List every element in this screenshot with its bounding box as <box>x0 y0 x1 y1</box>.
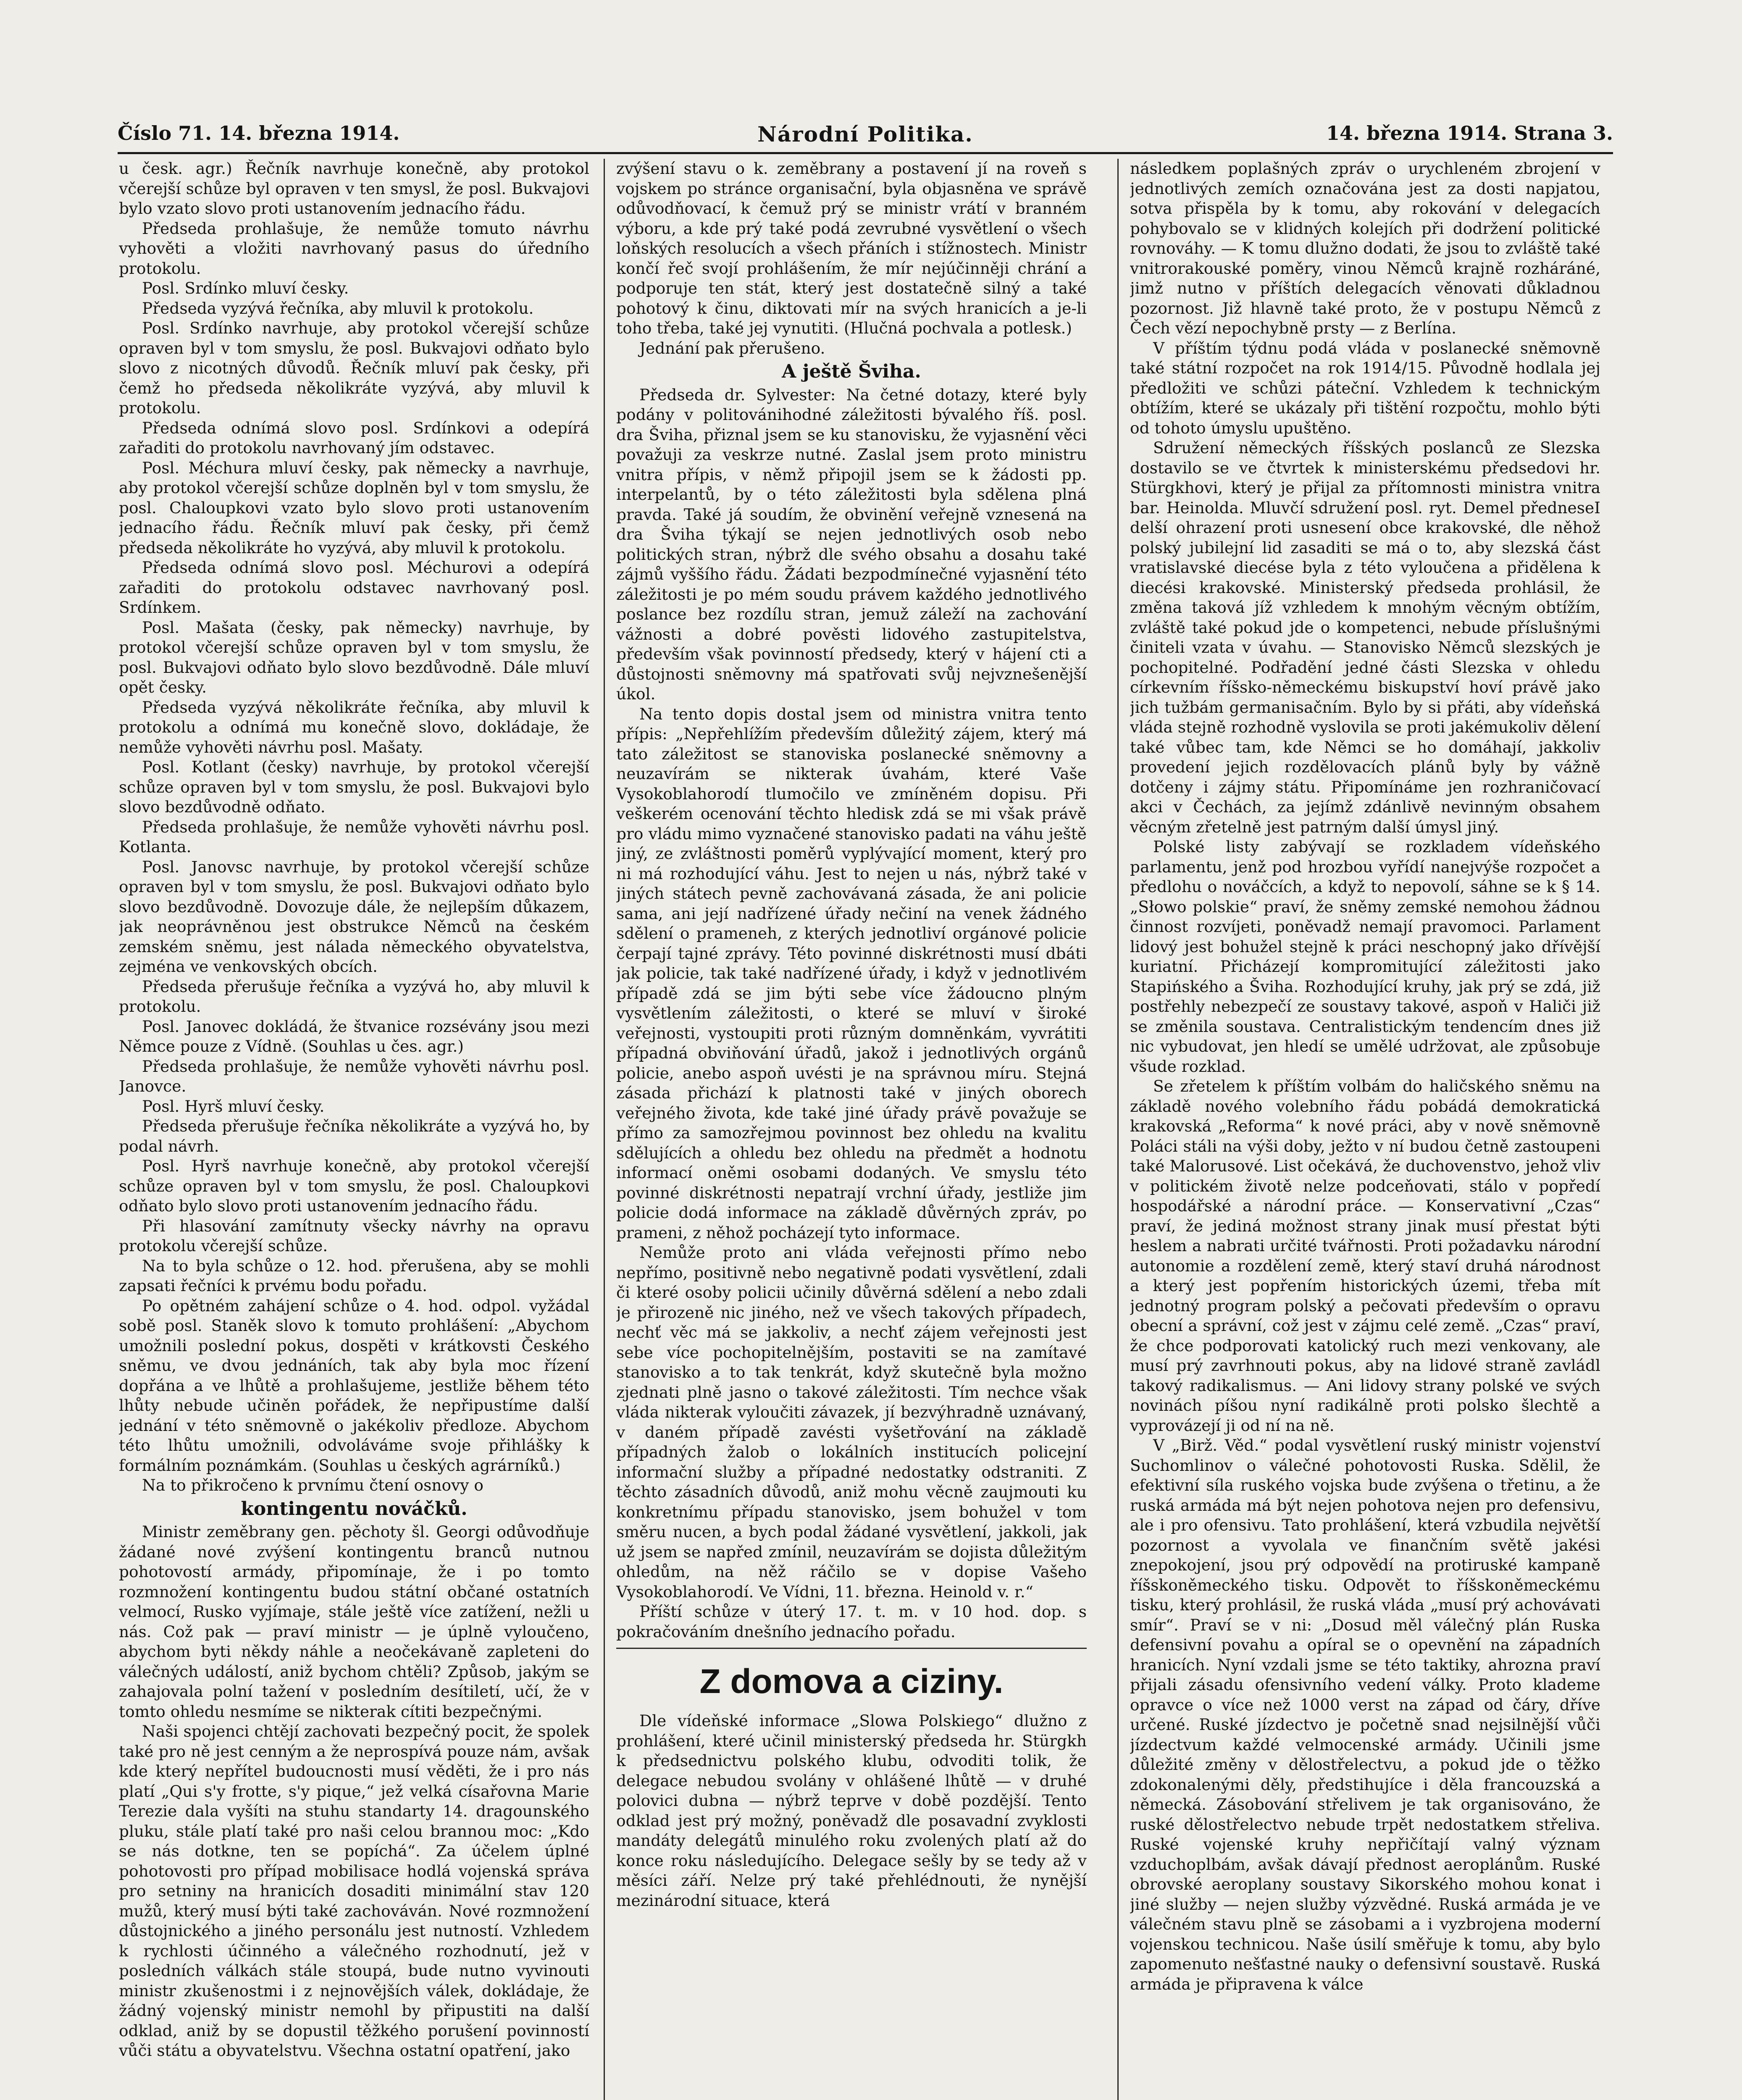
paragraph: Předseda přerušuje řečníka a vyzývá ho, aby mluvil k protokolu. <box>119 977 589 1016</box>
paragraph: Předseda prohlašuje, že nemůže vyhověti návrhu posl. Janovce. <box>119 1057 589 1095</box>
paragraph: Předseda prohlašuje, že nemůže vyhověti návrhu posl. Kotlanta. <box>119 817 589 856</box>
paragraph: Při hlasování zamítnuty všecky návrhy na opravu protokolu včerejší schůze. <box>119 1216 589 1255</box>
paragraph: Předseda odnímá slovo posl. Srdínkovi a odepírá zařaditi do protokolu navrhovaný jím odstavec. <box>119 418 589 457</box>
column-2 <box>616 159 1087 2100</box>
paragraph: Posl. Hyrš mluví česky. <box>142 1097 325 1116</box>
paragraph: Předseda dr. Sylvester: Na četné dotazy, které byly podány v politovánihodné záležitosti bývalého říš. posl. dra Šviha, přiznal jsem se ku stanovisku, že vyjasnění věci považuji za veskrze nutné. Zaslal jsem proto ministru vnitra přípis, v němž připojil jsem se k žádosti pp. interpelantů, by o této záležitosti byla sdělena plná pravda. Také já soudím, že obvinění veřejně vznesená na dra Šviha týkají se nejen jednotlivých osob nebo politických stran, nýbrž dle svého obsahu a dosahu také zájmů vyššího řádu. Žádati bezpodmínečné vyjasnění této záležitosti je po mém soudu právem každého jednotlivého poslance bez rozdílu stran, jemuž záleží na zachování vážnosti a dobré pověsti lidového zastupitelstva, především však povinností předsedy, který v hájení cti a důstojnosti sněmovny má spatřovati svůj nejvznešenější úkol. <box>616 385 1087 703</box>
paragraph: Naši spojenci chtějí zachovati bezpečný pocit, že spolek také pro ně jest cenným a že neprospívá pouze nám, avšak kde který nepřítel budoucnosti musí věděti, že i pro nás platí „Qui s'y frotte, s'y pique,“ jež velká císařovna Marie Terezie dala vyšíti na stuhu standarty 14. dragounského pluku, stále platí také pro naši celou brannou moc: „Kdo se nás dotkne, ten se popíchá“. Za účelem úplné pohotovosti pro případ mobilisace hodlá vojenská správa pro setniny na hranicích dosaditi minimální stav 120 mužů, který musí býti také zachováván. Nové rozmnožení důstojnického a jiného personálu jest nutností. Vzhledem k rychlosti účinného a válečného rozhodnutí, jež v posledních válkách stále stoupá, bude nutno vyvinouti ministr zkušenostmi i z nejnovějších válek, dokládaje, že žádný vojenský ministr nemohl by připustiti na další odklad, aniž by se dopustil těžkého porušení povinností vůči státu a obyvatelstvu. Všechna ostatní opatření, jako <box>119 1722 589 2060</box>
paragraph: Předseda prohlašuje, že nemůže tomuto návrhu vyhověti a vložiti navrhovaný pasus do úředního protokolu. <box>119 219 589 278</box>
paragraph: u česk. agr.) Řečník navrhuje konečně, aby protokol včerejší schůze byl opraven v ten smysl, že posl. Bukvajovi bylo vzato slovo proti ustanovením jednacího řádu. <box>119 159 589 218</box>
paragraph: V „Birž. Věd.“ podal vysvětlení ruský ministr vojenství Suchomlinov o válečné pohotovosti Ruska. Sdělil, že efektivní síla ruského vojska bude zvýšena o třetinu, a že ruská armáda má být nejen pohotova nejen pro defensivu, ale i pro ofensivu. Tato prohlášení, která vzbudila největší pozornost a vyvolala ve finančním světě jakési znepokojení, jsou prý odpovědí na protiruské kampaně říšskoněmeckého tisku. Odpovět to říšskoněmeckému tisku, který prohlásil, že ruská vláda „musí prý achovávati smír“. Praví se v ni: „Dosud měl válečný plán Ruska defensivní povahu a opíral se o opevnění na západních hranicích. Nyní vzdali jsme se této taktiky, ahrozna praví přijali zásadu ofensivního vedení války. Proto klademe opravce o více než 1000 verst na západ od čáry, dříve určené. Ruské jízdectvo je početně snad nejsilnější vůči jízdectvum každé velmocenské armády. Učinili jsme důležité změny v dělostřelectvu, a pokud jde o těžko zdokonalenými děly, předstihujíce i děla francouzská a německá. Zásobování střelivem je tak organisováno, že ruské dělostřelectvo nebude trpět nedostatkem střeliva. Ruské vojenské kruhy nepřičítají valný význam vzduchoplbám, avšak dávají přednost aeroplánům. Ruské obrovské aeroplany soustavy Sikorského mohou konat i jiné služby — nejen služby výzvědné. Ruská armáda je ve válečném stavu plně se zásobami a i vyzbrojena moderní vojenskou technicou. Naše úsilí směřuje k tomu, aby bylo zapomenuto nešťastné nauky o defensivní soustavě. Ruská armáda je připravena k válce <box>1130 1436 1600 1993</box>
column-2-paragraphs-after <box>616 385 1087 1642</box>
section-heading-z-domova: Z domova a ciziny. <box>699 1662 1004 1701</box>
paragraph: Na to byla schůze o 12. hod. přerušena, aby se mohli zapsati řečníci k prvému bodu pořadu. <box>119 1256 589 1295</box>
section-heading-kontingent: kontingentu nováčků. <box>241 1498 468 1520</box>
column-1-paragraphs <box>119 159 589 1496</box>
column-2-paragraphs <box>616 159 1087 358</box>
paragraph: Nemůže proto ani vláda veřejnosti přímo nebo nepřímo, positivně nebo negativně podati vysvětlení, zdali či které osoby policii učinily důvěrná sdělení a nebo zdali je přirozeně nic jiného, než ve všech takových případech, nechť věc má se jakkoliv, a nechť zájem veřejnosti jest sebe více pochopitelnějším, postaviti se na zamítavé stanovisko a to tak tenkrát, když skutečně byla možno zjednati plně jasno o takové záležitosti. Tím nechce však vláda nikterak vyloučiti závazek, jí bezvýhradně uznávaný, v daném případě zavésti vyšetřování na základě případných žalob o lokálních institucích policejní informační služby a případné nedostatky odstraniti. Z těchto zásadních důvodů, aniž mohu věcně zaujmouti ku konkretnímu případu stanovisko, jsem bohužel v tom směru nucen, a bych podal žádané vysvětlení, jakkoli, jak už jsem se napřed zmínil, neuzavírám se dojista důležitým ohledům, na něž ráčilo se v dopise Vašeho Vysokoblahorodí. Ve Vídni, 11. března. Heinold v. r.“ <box>616 1243 1087 1601</box>
paragraph: Polské listy zabývají se rozkladem vídeňského parlamentu, jenž pod hrozbou vyřídí nanejvýše rozpočet a předlohu o nováčcích, a když to nepovolí, sáhne se k § 14. „Słowo polskie“ praví, že sněmy zemské nemohou žádnou činnost rozvíjeti, poněvadž nemají pravomoci. Parlament lidový jest bohužel stejně k práci neschopný jako dřívější kuriatní. Přicházejí kompromitující záležitosti jako Stapińského a Šviha. Rozhodující kruhy, jak prý se zdá, již postřehly nebezpečí ze soustavy takové, aspoň v Haliči již se změnila soustava. Centralistickým tendencím dnes již nic vybudovat, jen hledí se umělé udržovat, ale způsobuje všude rozklad. <box>1130 837 1600 1076</box>
paragraph: Posl. Janovec dokládá, že štvanice rozsévány jsou mezi Němce pouze z Vídně. (Souhlas u čes. agr.) <box>119 1017 589 1055</box>
column-3-paragraphs <box>1130 159 1600 1994</box>
paragraph: Posl. Méchura mluví česky, pak německy a navrhuje, aby protokol včerejší schůze doplněn byl v tom smyslu, že posl. Chaloupkovi vzato bylo slovo proti ustanovením jednacího řádu. Řečník mluví pak česky, při čemž předseda několikráte ho vyzývá, aby mluvil k protokolu. <box>119 458 589 557</box>
column-divider <box>604 159 605 2100</box>
paragraph: Sdružení německých říšských poslanců ze Slezska dostavilo se ve čtvrtek k ministerskému předsedovi hr. Stürgkhovi, který je přijal za přítomnosti ministra vnitra bar. Heinolda. Mluvčí sdružení posl. ryt. Demel předneseI delší ohrazení proti usnesení obce krakovské, dle něhož polský jubilejní lid zasaditi se má o to, aby slezská část vratislavské diecése byla z této vyloučena a přidělena k diecési krakovské. Ministerský předseda prohlásil, že změna taková jíž vzhledem k mnohým věcným obtížím, zvláště také pokud jde o kompetenci, nebude příslušnými činiteli vzata v úvahu. — Stanovisko Němců slezských je pochopitelné. Podřadění jedné části Slezska v ohledu církevním říšsko-německému biskupství hoví právě jako jich tužbám germanisačním. Bylo by si přáti, aby vídeňská vláda stejně rozhodně vyslovila se proti jakémukoliv dělení také vůbec tam, kde Němci se ho domáhají, jakkoliv provedení jejich rozdělovacích plánů byly by vážně dotčeny i zájmy státu. Připomínáme jen rozhraničovací akci v Čechách, za jejímž zdánlivě nevinným obsahem věcným zřetelně jest patrným další úmysl jiný. <box>1130 438 1600 836</box>
paragraph: Předseda odnímá slovo posl. Méchurovi a odepírá zařaditi do protokolu odstavec navrhovaný posl. Srdínkem. <box>119 558 589 617</box>
paragraph: Na tento dopis dostal jsem od ministra vnitra tento přípis: „Nepřehlížím především důležitý zájem, který má tato záležitost se stanoviska poslanecké sněmovny a neuzavírám se nikterak úvahám, které Vaše Vysokoblahorodí tlumočilo ve zmíněném dopisu. Při veškerém ocenování těchto hledisk zdá se mi však právě pro vládu mimo vyznačené stanovisko padati na váhu ještě jiný, ze zvláštnosti poměrů vyplývající moment, který pro ni má rozhodující váhu. Jest to nejen u nás, nýbrž také v jiných státech pevně zachovávaná zásada, že ani policie sama, ani její nadřízené úřady nečiní na venek žádného sdělení o prameneh, z kterých jednotliví orgánové policie čerpají tajné zprávy. Této povinné diskrétnosti musí dbáti jak policie, tak také nadřízené úřady, i když v jednotlivém případě zdá se jim býti sebe více žádoucno plným vysvětlením záležitosti, o které se mluví v široké veřejnosti, vystoupiti proti různým domněnkám, vyvrátiti případná obviňování úřadů, jakož i jednotlivých orgánů policie, anebo aspoň uvésti je na správnou míru. Stejná zásada přichází k platnosti také v jiných oborech veřejného života, kde také jiné úřady právě považuje se přímo za samozřejmou povinnost bez ohledu na kvalitu sdělujících a ohledu bez ohledu na předmět a hodnotu informací oněmi osobami dodaných. Ve smyslu této povinné diskrétnosti nepatrají vrchní úřady, jestliže jim policie dodá informace na základě důvěrných zpráv, po pramenі, z něhož pocházejí tyto informace. <box>616 704 1087 1242</box>
paragraph: Posl. Srdínko navrhuje, aby protokol včerejší schůze opraven byl v tom smyslu, že posl. Bukvajovi odňato bylo slovo z nicotných důvodů. Řečník mluví pak česky, při čemž ho předseda několikráte vyzývá, aby mluvil k protokolu. <box>119 319 589 417</box>
section-heading-sviha: A ještě Švihа. <box>782 361 921 382</box>
column-2-paragraphs-domov <box>616 1711 1087 1911</box>
header-page-number: 14. března 1914. Strana 3. <box>1326 122 1613 144</box>
paragraph: Předseda přerušuje řečníka několikráte a vyzývá ho, by podal návrh. <box>119 1117 589 1155</box>
paragraph: Posl. Janovsc navrhuje, by protokol včerejší schůze opraven byl v tom smyslu, že posl. Bukvajovi odňato bylo slovo bezdůvodně. Dovozuje dále, že nejlepším důkazem, jak neoprávněnou jest obstrukce Němců na českém zemském sněmu, jest nálada německého obyvatelstva, zejména ve venkovských obcích. <box>119 857 589 976</box>
paragraph: Posl. Srdínko mluví česky. <box>142 279 349 297</box>
column-3 <box>1130 159 1600 2100</box>
paragraph: V příštím týdnu podá vláda v poslanecké sněmovně také státní rozpočet na rok 1914/15. Původně hodlala jej předložiti ve schůzi páteční. Vzhledem k technickým obtížím, které se ukázaly při tištění rozpočtu, mohlo býti od tohoto úmyslu upuštěno. <box>1130 339 1600 437</box>
column-1-paragraphs-after <box>119 1522 589 2061</box>
masthead-title: Národní Politika. <box>757 122 973 147</box>
column-divider <box>1117 159 1119 2100</box>
paragraph: Po opětném zahájení schůze o 4. hod. odpol. vyžádal sobě posl. Staněk slovo k tomuto prohlášení: „Abychom umožnili poslední pokus, dospěti v krátkovsti Českého sněmu, ve dvou jednáních, tak aby byla moc řízení dopřána a ve lhůtě a prohlašujeme, jestliže během této lhůty nebude učiněn pořádek, že nepřipustíme další jednání v této sněmovně o jakékoliv předloze. Abychom této lhůtu umožnili, odvoláváme svoje přihlášky k formálním poznámkám. (Souhlas u českých agrárníků.) <box>119 1296 589 1475</box>
paragraph: Posl. Mašata (česky, pak německy) navrhuje, by protokol včerejší schůze opraven byl v tom smyslu, že posl. Bukvajovi odňato bylo slovo bezdůvodně. Dále mluví opět česky. <box>119 618 589 696</box>
column-1 <box>119 159 589 2100</box>
paragraph: Dle vídeňské informace „Slowa Polskiego“ dlužno z prohlášení, které učinil ministerský předseda hr. Stürgkh k předsednictvu polského klubu, odvoditi tolik, že delegace nebudou svolány v ohlášené lhůtě — v druhé polovici dubna — nýbrž teprve v době pozdější. Tento odklad jest prý možný, poněvadž dle posavadní zvyklosti mandáty delegátů minulého roku zvolených platí až do konce roku následujícího. Delegace sešly by se tedy až v měsíci září. Nelze prý také přehlédnouti, že nynější mezinárodní situace, která <box>616 1712 1087 1910</box>
header-issue-date: Číslo 71. 14. března 1914. <box>118 122 400 144</box>
paragraph: následkem poplašných zpráv o urychleném zbrojení v jednotlivých zemích označována jest za dosti napjatou, sotva přispěla by k tomu, aby rokování v delegacích pohybovalo se v klidných kolejích při dodržení politické rovnováhy. — K tomu dlužno dodati, že jsou to zvláště také vnitrorakouské poměry, vinou Němců krajně rozháráné, jimž nutno v příštích delegacích věnovati důkladnou pozornost. Již hlavně také proto, že v postupu Němců z Čech vězí nepochybně prsty — z Berlína. <box>1130 159 1600 337</box>
paragraph: Se zřetelem k příštím volbám do haličského sněmu na základě nového volebního řádu pobádá demokratická krakovská „Reforma“ k nové práci, aby v nově sněmovně Poláci stáli na výši doby, ježto v ní budou četně zastoupeni také Malorusové. List očekává, že duchovenstvo, jehož vliv v politickém životě nelze podceňovati, stálo v popředí hospodářské a národní práce. — Konservativní „Czas“ praví, že jediná možnost strany jinak musí přestat býti heslem a nabrati určité tvářnosti. Proti požadavku národní autonomie a rozdělení země, který staví druhá národnost a který jest popřením historických územi, třeba mít jednotný program polský a pečovati především o opravu obecní a správní, což jest v zájmu celé země. „Czas“ praví, že chce podporovati katolický ruch mezi venkovany, ale musí prý zavrhnouti pokus, aby na lidové straně zavládl takový radikalismus. — Ani lidovy strany polské ve svých novinách píšou nyní radikálně proti polsko šlechtě a vyprovázejí ji od ní na ně. <box>1130 1077 1600 1435</box>
page-header <box>118 122 1613 151</box>
paragraph: zvýšení stavu o k. zeměbrany a postavení jí na roveň s vojskem po stránce organisační, byla objasněna ve správě odůvodňovací, k čemuž prý se ministr vrátí v branném výboru, a kde prý také podá zevrubné vysvětlení o všech loňských resolucích a všech přáních i stížnostech. Ministr končí řeč svojí prohlášením, že mír nejúčinněji chrání a podporuje ten stát, který jest dostatečně silný a také pohotový k činu, diktovati mír na svých hranicích a je-li toho třeba, také jej vynutiti. (Hlučná pochvala a potlesk.) <box>616 159 1087 337</box>
paragraph: Příští schůze v úterý 17. t. m. v 10 hod. dop. s pokračováním dnešního jednacího pořadu. <box>616 1602 1087 1641</box>
header-rule <box>118 152 1613 154</box>
paragraph: Posl. Kotlant (česky) navrhuje, by protokol včerejší schůze opraven byl v tom smyslu, že posl. Bukvajovi bylo slovo bezdůvodně odňato. <box>119 758 589 816</box>
paragraph: Ministr zeměbrany gen. pěchoty šl. Georgi odůvodňuje žádané nové zvýšení kontingentu branců nutnou pohotovostí armády, připomínaje, že i po tomto rozmnožení kontingentu budou státní občané ostatních velmocí, Rusko vyjímaje, stále ještě více zatížení, nežli u nás. Což pak — praví ministr — je úplně vyloučeno, abychom byti někdy náhle a neočekávaně zapleteni do válečných událostí, aniž bychom chtěli? Způsob, jakým se zahajovala polní tažení v posledním desítiletí, učí, že v tomto ohledu nesmíme se nikterak cítiti bezpečnými. <box>119 1522 589 1721</box>
paragraph: Předseda vyzývá řečníka, aby mluvil k protokolu. <box>142 299 534 318</box>
paragraph: Předseda vyzývá několikráte řečníka, aby mluvil k protokolu a odnímá mu konečně slovo, dokládaje, že nemůže vyhověti návrhu posl. Mašaty. <box>119 698 589 756</box>
paragraph: Na to přikročeno k prvnímu čtení osnovy o <box>142 1476 483 1494</box>
paragraph: Jednání pak přerušeno. <box>639 339 825 357</box>
section-separator <box>616 1648 1087 1649</box>
paragraph: Posl. Hyrš navrhuje konečně, aby protokol včerejší schůze opraven byl v tom smyslu, že posl. Chaloupkovi odňato bylo slovo proti ustanovením jednacího řádu. <box>119 1157 589 1215</box>
